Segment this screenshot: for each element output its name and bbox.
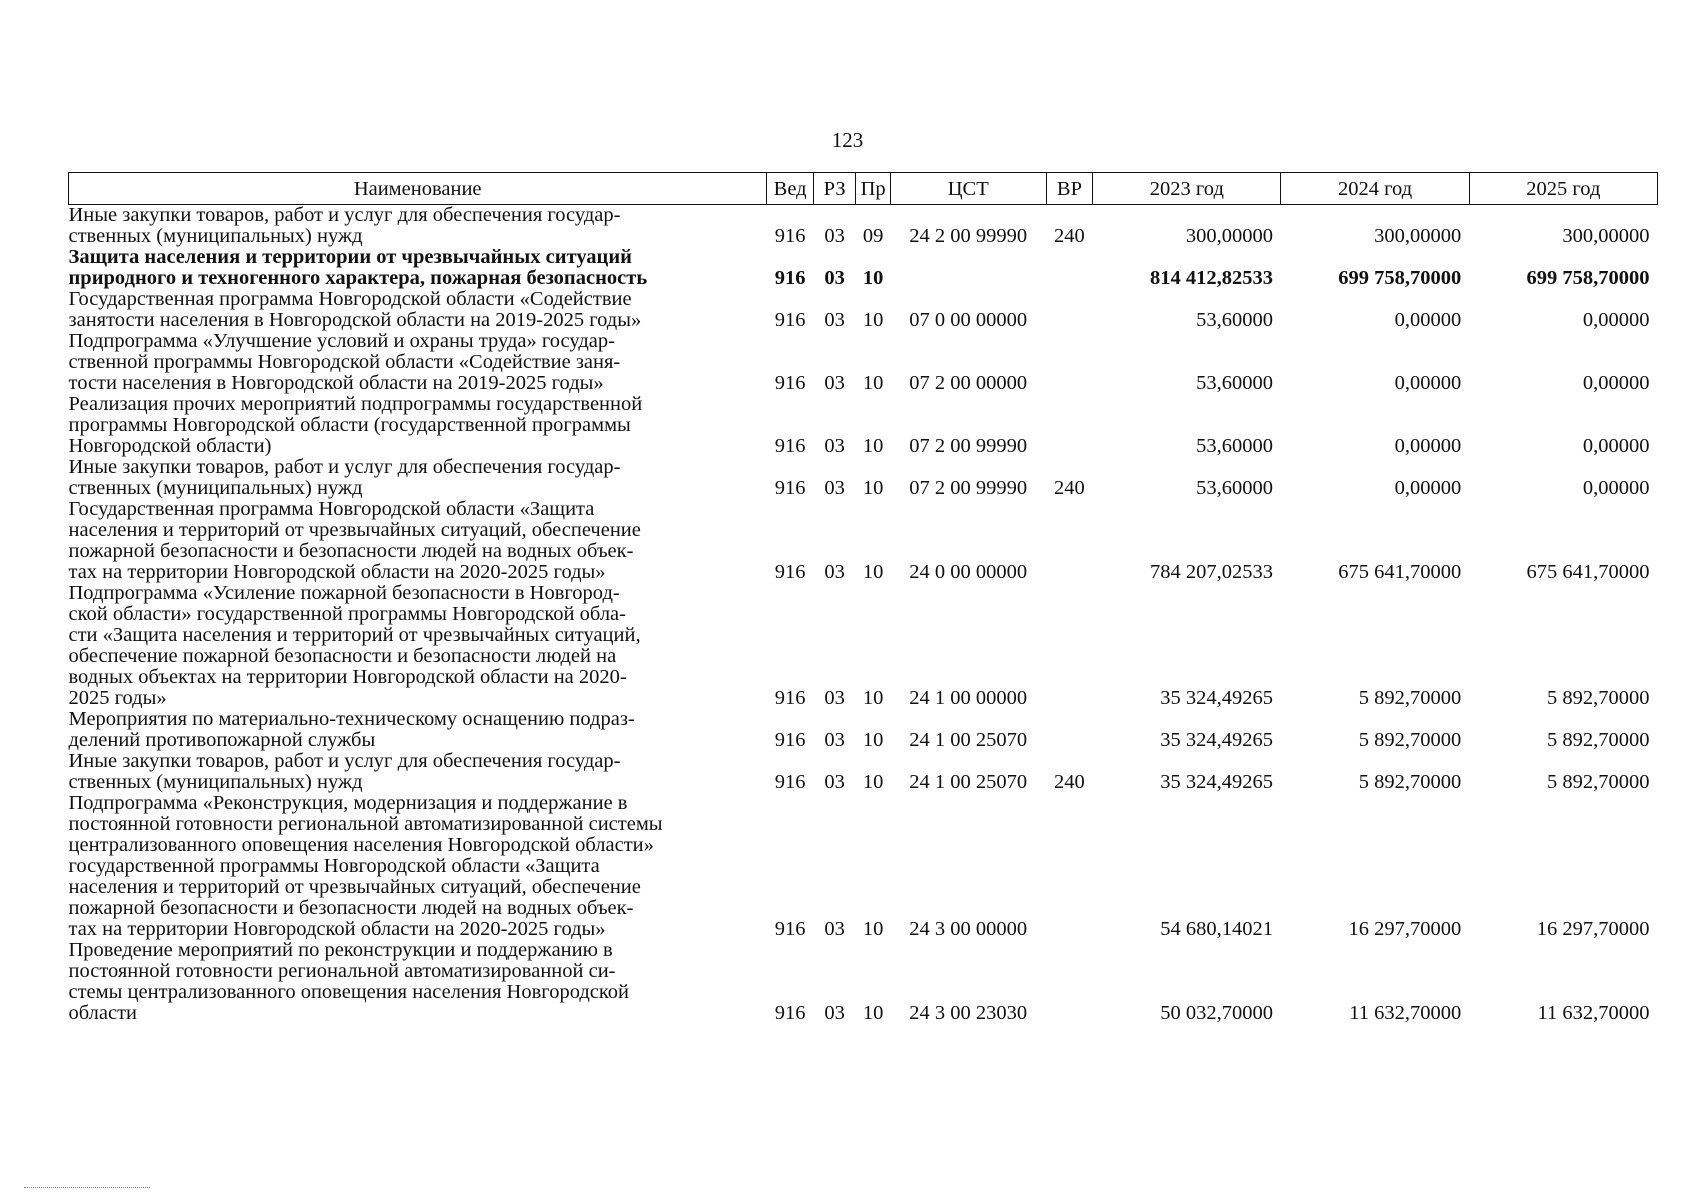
table-row (69, 751, 1658, 793)
header-2025: 2025 год (1469, 173, 1657, 205)
cell-name: Государственная программа Новгородской области «Защита населения и территорий от чрезвычайных ситуаций, обеспечение пожарной безопасности и безопасности людей на водных объек- тах на территории Новгородской области на 2020-2025 годы» (68, 498, 641, 583)
cell-cst: 24 1 00 00000 (909, 687, 1028, 709)
cell-y2025: 0,00000 (1582, 372, 1650, 394)
cell-y2024: 0,00000 (1394, 309, 1462, 331)
cell-vr (1046, 289, 1093, 331)
cell-y2025: 11 632,70000 (1537, 1002, 1650, 1024)
cell-rz: 03 (824, 267, 845, 289)
cell-name: Мероприятия по материально-техническому оснащению подраз- делений противопожарной службы (68, 708, 635, 751)
cell-y2023: 53,60000 (1196, 477, 1273, 499)
cell-vr: 240 (1054, 477, 1085, 499)
header-name: Наименование (69, 173, 767, 205)
cell-y2024: 0,00000 (1394, 477, 1462, 499)
cell-y2025: 0,00000 (1582, 477, 1650, 499)
cell-name: Подпрограмма «Реконструкция, модернизация и поддержание в постоянной готовности региональной автоматизированной системы централизованного оповещения населения Новгородской области» государственной программы Новгородской области «Защита населения и территорий от чрезвычайных ситуаций, обеспечение пожарной безопасности и безопасности людей на водных объек- тах на территории Новгородской области на 2020-2025 годы» (68, 792, 663, 940)
cell-cst: 24 1 00 25070 (909, 729, 1028, 751)
header-rz: РЗ (813, 173, 856, 205)
cell-vr: 240 (1054, 225, 1085, 247)
cell-rz: 03 (824, 561, 845, 583)
cell-ved: 916 (774, 435, 806, 457)
cell-pr: 10 (862, 309, 884, 331)
cell-ved: 916 (774, 918, 806, 940)
header-2023: 2023 год (1093, 173, 1281, 205)
header-2024: 2024 год (1281, 173, 1469, 205)
page-number: 123 (831, 128, 864, 152)
table-row (69, 205, 1658, 248)
cell-vr (1046, 331, 1093, 394)
cell-y2023: 53,60000 (1196, 309, 1273, 331)
cell-name: Иные закупки товаров, работ и услуг для обеспечения государ- ственных (муниципальных) нужд (68, 750, 621, 793)
cell-y2023: 53,60000 (1196, 372, 1273, 394)
cell-rz: 03 (824, 918, 845, 940)
cell-y2023: 54 680,14021 (1160, 918, 1273, 940)
cell-rz: 03 (824, 1002, 845, 1024)
cell-vr (1046, 793, 1093, 940)
table-row (69, 289, 1658, 331)
header-pr: Пр (856, 173, 890, 205)
cell-cst (890, 247, 1046, 289)
cell-cst: 24 3 00 00000 (909, 918, 1028, 940)
cell-cst: 07 2 00 00000 (909, 372, 1028, 394)
cell-y2023: 35 324,49265 (1160, 771, 1273, 793)
cell-pr: 10 (862, 729, 884, 751)
cell-ved: 916 (774, 309, 806, 331)
cell-ved: 916 (774, 687, 806, 709)
cell-name: Иные закупки товаров, работ и услуг для обеспечения государ- ственных (муниципальных) нужд (68, 456, 621, 499)
cell-cst: 24 3 00 23030 (909, 1002, 1028, 1024)
footer-divider (24, 1187, 150, 1188)
cell-rz: 03 (824, 309, 845, 331)
cell-name: Подпрограмма «Усиление пожарной безопасности в Новгород- ской области» государственной программы Новгородской обла- сти «Защита населения и территорий от чрезвычайных ситуаций, обеспечение пожарной безопасности и безопасности людей на водных объектах на территории Новгородской области на 2020- 2025 годы» (68, 582, 641, 709)
cell-y2023: 300,00000 (1185, 225, 1273, 247)
cell-y2024: 16 297,70000 (1348, 918, 1462, 940)
cell-y2025: 675 641,70000 (1526, 561, 1650, 583)
cell-y2023: 784 207,02533 (1149, 561, 1273, 583)
cell-pr: 10 (862, 918, 884, 940)
cell-ved: 916 (774, 771, 806, 793)
table-row (69, 331, 1658, 394)
table-row (69, 457, 1658, 499)
cell-y2024: 300,00000 (1374, 225, 1462, 247)
table-row (69, 793, 1658, 940)
cell-rz: 03 (824, 435, 845, 457)
cell-vr (1046, 247, 1093, 289)
cell-y2024: 5 892,70000 (1358, 729, 1462, 751)
cell-cst: 07 0 00 00000 (909, 309, 1028, 331)
cell-ved: 916 (774, 1002, 806, 1024)
cell-cst: 07 2 00 99990 (909, 477, 1028, 499)
table-row (69, 247, 1658, 289)
cell-pr: 10 (862, 561, 884, 583)
cell-name: Иные закупки товаров, работ и услуг для обеспечения государ- ственных (муниципальных) нужд (68, 204, 621, 247)
cell-ved: 916 (774, 729, 806, 751)
table-header (69, 173, 1658, 205)
cell-y2024: 0,00000 (1394, 435, 1462, 457)
cell-name: Защита населения и территории от чрезвычайных ситуаций природного и техногенного характера, пожарная безопасность (68, 246, 648, 289)
table-row (69, 583, 1658, 709)
cell-pr: 10 (862, 435, 884, 457)
table-body (69, 205, 1658, 1025)
cell-rz: 03 (824, 687, 845, 709)
cell-rz: 03 (824, 372, 845, 394)
cell-ved: 916 (774, 372, 806, 394)
cell-y2025: 5 892,70000 (1547, 771, 1650, 793)
cell-y2024: 675 641,70000 (1338, 561, 1462, 583)
table-row (69, 499, 1658, 583)
table-row (69, 394, 1658, 457)
cell-y2025: 5 892,70000 (1547, 687, 1650, 709)
cell-y2023: 53,60000 (1196, 435, 1273, 457)
cell-ved: 916 (774, 477, 806, 499)
cell-cst: 07 2 00 99990 (909, 435, 1028, 457)
cell-cst: 24 2 00 99990 (909, 225, 1028, 247)
cell-pr: 10 (862, 771, 884, 793)
cell-rz: 03 (824, 771, 845, 793)
cell-rz: 03 (824, 225, 845, 247)
cell-y2025: 300,00000 (1562, 225, 1650, 247)
cell-pr: 10 (862, 687, 884, 709)
cell-y2024: 11 632,70000 (1349, 1002, 1462, 1024)
cell-y2023: 50 032,70000 (1160, 1002, 1273, 1024)
budget-table (68, 172, 1658, 1024)
cell-rz: 03 (824, 729, 845, 751)
cell-y2024: 5 892,70000 (1358, 771, 1462, 793)
cell-name: Проведение мероприятий по реконструкции и поддержанию в постоянной готовности региональной автоматизированной си- стемы централизованного оповещения населения Новгородской области (68, 939, 630, 1024)
cell-y2024: 5 892,70000 (1358, 687, 1462, 709)
header-cst: ЦСТ (890, 173, 1046, 205)
cell-y2024: 699 758,70000 (1338, 267, 1462, 289)
cell-cst: 24 1 00 25070 (909, 771, 1028, 793)
cell-y2025: 5 892,70000 (1547, 729, 1650, 751)
cell-ved: 916 (774, 267, 806, 289)
cell-pr: 10 (862, 267, 884, 289)
table-row (69, 709, 1658, 751)
cell-vr (1046, 394, 1093, 457)
cell-vr (1046, 499, 1093, 583)
cell-pr: 10 (862, 372, 884, 394)
cell-rz: 03 (824, 477, 845, 499)
cell-pr: 10 (862, 1002, 884, 1024)
cell-ved: 916 (774, 225, 806, 247)
cell-y2024: 0,00000 (1394, 372, 1462, 394)
cell-y2023: 35 324,49265 (1160, 729, 1273, 751)
cell-vr (1046, 709, 1093, 751)
cell-y2025: 0,00000 (1582, 435, 1650, 457)
cell-name: Реализация прочих мероприятий подпрограммы государственной программы Новгородской области (государственной программы Новгородской области) (68, 393, 643, 457)
cell-pr: 10 (862, 477, 884, 499)
cell-vr (1046, 583, 1093, 709)
cell-vr: 240 (1054, 771, 1085, 793)
cell-y2023: 35 324,49265 (1160, 687, 1273, 709)
cell-cst: 24 0 00 00000 (909, 561, 1028, 583)
cell-ved: 916 (774, 561, 806, 583)
cell-y2025: 0,00000 (1582, 309, 1650, 331)
cell-pr: 09 (862, 225, 884, 247)
header-ved: Вед (767, 173, 814, 205)
cell-vr (1046, 940, 1093, 1024)
header-vr: ВР (1046, 173, 1093, 205)
cell-y2023: 814 412,82533 (1149, 267, 1273, 289)
cell-y2025: 16 297,70000 (1536, 918, 1650, 940)
cell-name: Государственная программа Новгородской области «Содействие занятости населения в Новгородской области на 2019-2025 годы» (68, 288, 642, 331)
cell-y2025: 699 758,70000 (1526, 267, 1650, 289)
cell-name: Подпрограмма «Улучшение условий и охраны труда» государ- ственной программы Новгородской области «Содействие заня- тости населения в Новгородской области на 2019-2025 годы» (68, 330, 621, 394)
table-row (69, 940, 1658, 1024)
